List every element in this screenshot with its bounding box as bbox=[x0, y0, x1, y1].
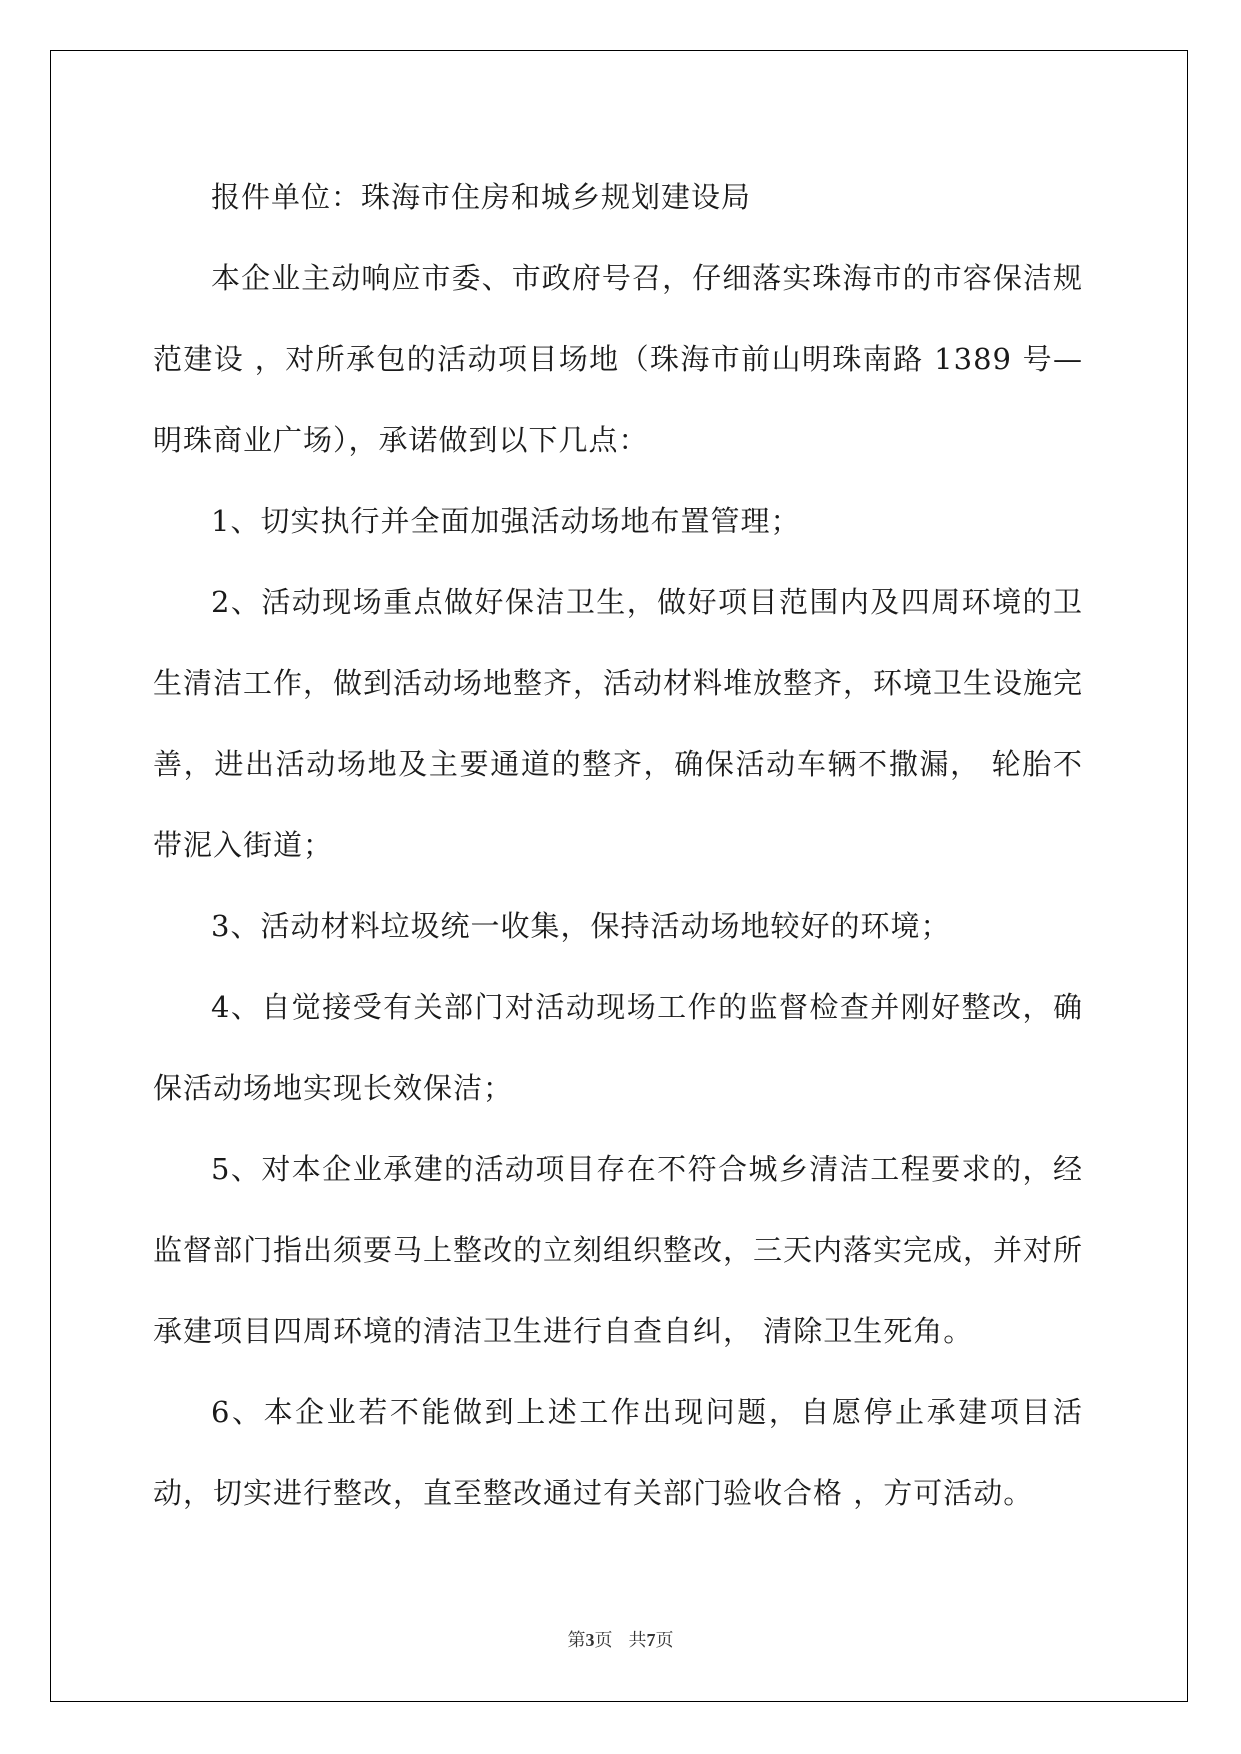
paragraph-reporting-unit: 报件单位：珠海市住房和城乡规划建设局 bbox=[211, 180, 752, 214]
page-prefix: 第 bbox=[567, 1630, 586, 1650]
paragraph-item-5: 5、对本企业承建的活动项目存在不符合城乡清洁工程要求的，经监督部门指出须要马上整改的立刻组织整改，三天内落实完成，并对所承建项目四周环境的清洁卫生进行自查自纠， 清除卫生死角。 bbox=[153, 1152, 1084, 1348]
total-prefix: 共 bbox=[628, 1630, 647, 1650]
paragraph-item-4: 4、自觉接受有关部门对活动现场工作的监督检查并刚好整改，确保活动场地实现长效保洁； bbox=[153, 990, 1083, 1105]
paragraph-item-6: 6、本企业若不能做到上述工作出现问题，自愿停止承建项目活动，切实进行整改，直至整改通过有关部门验收合格 ，方可活动。 bbox=[153, 1395, 1083, 1510]
paragraph-item-2: 2、活动现场重点做好保洁卫生，做好项目范围内及四周环境的卫生清洁工作，做到活动场地整齐，活动材料堆放整齐，环境卫生设施完善，进出活动场地及主要通道的整齐，确保活动车辆不撒漏， 轮胎不带泥入街道； bbox=[153, 585, 1084, 862]
page-suffix: 页 bbox=[594, 1630, 613, 1650]
paragraph-item-1: 1、切实执行并全面加强活动场地布置管理； bbox=[211, 504, 801, 538]
document-body bbox=[153, 157, 1083, 1534]
total-suffix: 页 bbox=[655, 1630, 674, 1650]
page-footer bbox=[0, 1626, 1241, 1652]
paragraph-intro: 本企业主动响应市委、市政府号召，仔细落实珠海市的市容保洁规范建设 ，对所承包的活动项目场地（珠海市前山明珠南路 1389 号—明珠商业广场），承诺做到以下几点： bbox=[153, 261, 1083, 457]
page-total: 7 bbox=[646, 1630, 656, 1650]
page-current: 3 bbox=[585, 1630, 595, 1650]
paragraph-item-3: 3、活动材料垃圾统一收集，保持活动场地较好的环境； bbox=[211, 909, 951, 943]
